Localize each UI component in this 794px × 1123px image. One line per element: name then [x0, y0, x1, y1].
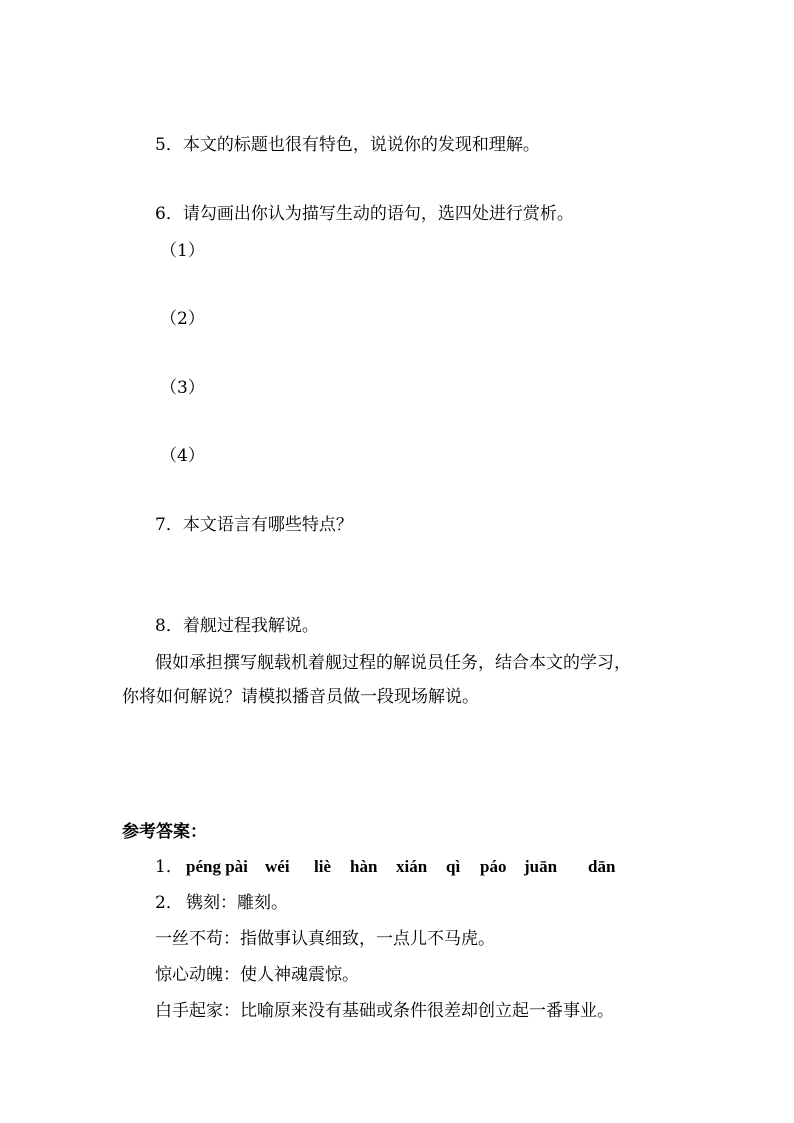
answer-1-prefix: 1．: [155, 857, 183, 877]
question-5: 5．本文的标题也很有特色，说说你的发现和理解。: [155, 135, 540, 155]
pinyin-item: qì: [446, 857, 461, 876]
answer-blank-4: （4）: [160, 446, 205, 466]
pinyin-item: liè: [314, 857, 331, 876]
pinyin-item: hàn: [350, 857, 378, 876]
answer-blank-2: （2）: [160, 309, 205, 329]
answers-heading: 参考答案：: [122, 822, 207, 842]
answer-1-pinyin: [186, 856, 626, 878]
pinyin-item: juān: [524, 857, 558, 876]
answer-2-definition: 镌刻：雕刻。: [186, 893, 288, 913]
answer-blank-1: （1）: [160, 241, 205, 261]
definition-line: 白手起家：比喻原来没有基础或条件很差却创立起一番事业。: [155, 1001, 614, 1021]
pinyin-item: xián: [396, 857, 428, 876]
question-7: 7．本文语言有哪些特点？: [155, 515, 353, 535]
question-8: 8．着舰过程我解说。: [155, 616, 319, 636]
question-6: 6．请勾画出你认为描写生动的语句，选四处进行赏析。: [155, 204, 574, 224]
pinyin-item: dān: [588, 857, 616, 876]
pinyin-item: péng pài: [186, 857, 248, 876]
question-8-body-line-1: 假如承担撰写舰载机着舰过程的解说员任务，结合本文的学习，: [155, 653, 631, 673]
question-8-body-line-2: 你将如何解说？请模拟播音员做一段现场解说。: [122, 687, 479, 707]
definition-line: 一丝不苟：指做事认真细致，一点儿不马虎。: [155, 929, 495, 949]
definition-line: 惊心动魄：使人神魂震惊。: [155, 965, 359, 985]
pinyin-item: wéi: [265, 857, 290, 876]
answer-2-prefix: 2．: [155, 893, 183, 913]
pinyin-item: páo: [480, 857, 507, 876]
answer-blank-3: （3）: [160, 378, 205, 398]
